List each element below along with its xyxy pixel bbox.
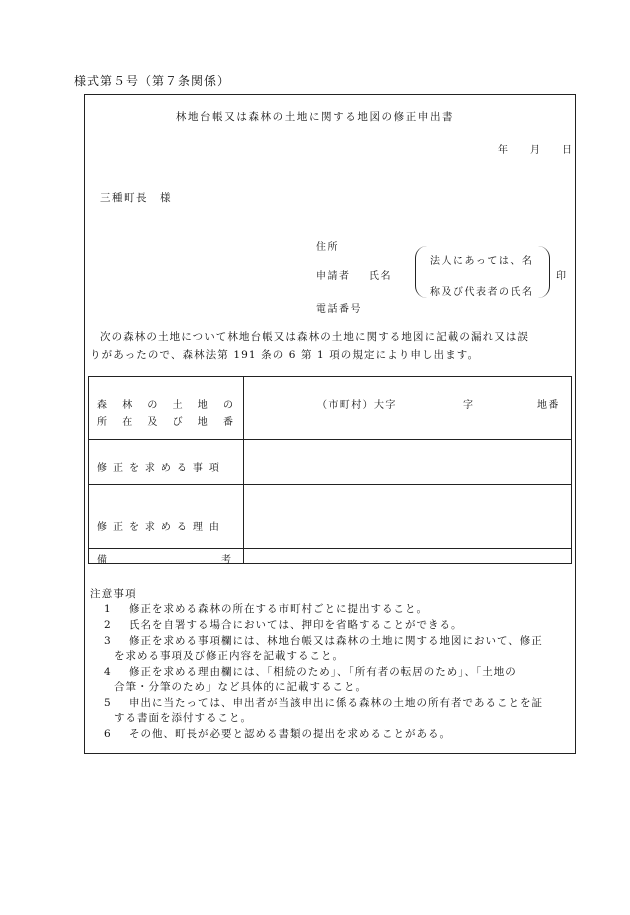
address-label: 住所 xyxy=(316,242,339,253)
form-number-label: 様式第５号（第７条関係） xyxy=(74,74,231,88)
date-day: 日 xyxy=(562,145,572,156)
phone-label: 電話番号 xyxy=(316,304,362,315)
seal-mark: 印 xyxy=(556,271,568,282)
location-label-line-1: 森 林 の 土 地 の xyxy=(97,400,233,411)
correction-reason-label: 修 正 を 求 め る 理 由 xyxy=(97,522,221,533)
remarks-label-right: 考 xyxy=(221,555,231,566)
location-aza: 字 xyxy=(463,400,473,411)
remarks-label-left: 備 xyxy=(97,555,107,566)
note-item-4-continued: 合筆・分筆のため」など具体的に記載すること。 xyxy=(114,681,367,693)
body-text-line-2: りがあったので、森林法第 191 条の 6 第 1 項の規定により申し出ます。 xyxy=(90,349,480,361)
note-item-5-continued: する書面を添付すること。 xyxy=(114,712,252,724)
date-month: 月 xyxy=(530,145,540,156)
table-row-divider xyxy=(89,484,571,485)
document-title: 林地台帳又は森林の土地に関する地図の修正申出書 xyxy=(175,111,455,123)
location-chiban: 地番 xyxy=(537,400,560,411)
location-label-line-2: 所 在 及 び 地 番 xyxy=(97,417,233,428)
note-item-6: 6 その他、町長が必要と認める書類の提出を求めることがある。 xyxy=(104,728,451,740)
note-item-4: 4 修正を求める理由欄には、「相続のため」、「所有者の転居のため」、「土地の xyxy=(104,666,517,678)
name-label: 氏名 xyxy=(369,271,392,282)
note-item-1: 1 修正を求める森林の所在する市町村ごとに提出すること。 xyxy=(104,603,428,615)
table-row-divider xyxy=(89,439,571,440)
note-item-2: 2 氏名を自署する場合においては、押印を省略することができる。 xyxy=(104,619,463,631)
table-column-divider xyxy=(243,377,244,563)
body-text-line-1: 次の森林の土地について林地台帳又は森林の土地に関する地図に記載の漏れ又は誤 xyxy=(100,331,529,343)
applicant-label: 申請者 xyxy=(316,271,351,282)
note-item-3: 3 修正を求める事項欄には、林地台帳又は森林の土地に関する地図において、修正 xyxy=(104,635,543,647)
location-municipality: （市町村）大字 xyxy=(317,400,397,411)
bracket-text-line-2: 称及び代表者の氏名 xyxy=(430,287,534,298)
bracket-text-line-1: 法人にあっては、名 xyxy=(430,256,534,267)
correction-items-label: 修 正 を 求 め る 事 項 xyxy=(97,463,221,474)
info-table xyxy=(88,376,572,564)
table-row-divider xyxy=(89,548,571,549)
note-item-3-continued: を求める事項及び修正内容を記載すること。 xyxy=(114,650,344,662)
notes-title: 注意事項 xyxy=(90,588,137,600)
date-year: 年 xyxy=(498,145,508,156)
addressee: 三種町長 様 xyxy=(100,192,172,204)
note-item-5: 5 申出に当たっては、申出者が当該申出に係る森林の土地の所有者であることを証 xyxy=(104,697,543,709)
